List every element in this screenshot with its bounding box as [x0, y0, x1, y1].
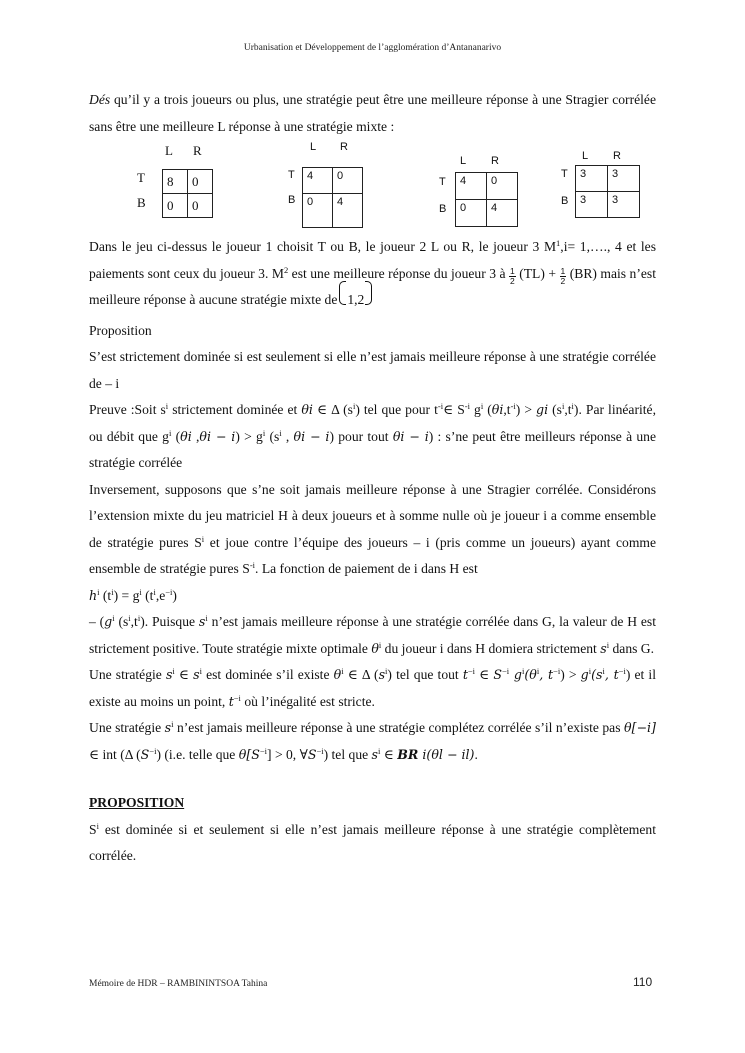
text-run: ) tel que [323, 746, 372, 762]
superscript: -i [437, 401, 444, 411]
superscript: i [205, 613, 208, 623]
text-run: ,i= 1,…., 4 et les paiements sont ceux du joueur 3. M [89, 239, 656, 281]
text-run: dans G. [609, 640, 655, 656]
superscript: i [606, 639, 610, 650]
text-run: ,e [155, 587, 166, 603]
cell: 3 [576, 166, 608, 192]
text-run: ,t [503, 402, 511, 417]
row-label-t: T [137, 170, 145, 185]
superscript: i [279, 427, 282, 438]
math-symbol: s [371, 746, 379, 762]
superscript: 2 [283, 264, 289, 275]
text-run: du joueur i dans H domiera strictement [381, 640, 601, 656]
text-run: S [89, 821, 97, 837]
text-run: ) [172, 587, 177, 603]
row-label-b: B [439, 203, 447, 215]
superscript: i [165, 401, 169, 411]
text-run: ∈ [475, 667, 494, 682]
cell: 3 [608, 192, 640, 218]
text-run: ). Puisque [140, 614, 199, 629]
math-symbol: θ [371, 640, 379, 656]
col-label-r: R [193, 143, 202, 158]
cell: 0 [303, 194, 333, 228]
superscript: i [588, 666, 592, 676]
text-run: Dans le jeu ci-dessus le joueur 1 choisit T ou B, le joueur 2 L ou R, le joueur 3 M [89, 239, 557, 254]
math-symbol: S [493, 667, 503, 682]
text-run: Une stratégie [89, 667, 166, 682]
math-symbol: θi − i [392, 428, 429, 444]
col-label-r: R [491, 155, 499, 167]
superscript: i [480, 401, 484, 411]
superscript: i [602, 666, 605, 676]
fraction-half [560, 267, 567, 286]
superscript: −i [553, 666, 561, 676]
col-label-r: R [613, 150, 621, 162]
text-run: Inversement, supposons que s’ne soit jamais meilleure réponse à une Stragier corrélée. Considérons l’extension mixte du jeu matriciel H à deux joueurs et à somme nulle où je joueur i a comme ensemble de stratégie pures S [89, 481, 656, 550]
spacer [89, 768, 656, 790]
text-run: Preuve :Soit s [89, 402, 166, 417]
cell: 0 [456, 200, 487, 227]
cell: 0 [333, 168, 363, 194]
superscript: i [378, 639, 382, 650]
proposition-title: PROPOSITION [89, 795, 185, 810]
text-run: ,t [564, 402, 572, 417]
math-symbol: i(θl − il) [418, 746, 475, 762]
math-symbol: g [580, 667, 589, 682]
text-run: ∈ [174, 667, 194, 682]
superscript: −i [149, 745, 157, 756]
text-run: ) tel que tout [387, 667, 463, 682]
text-run: (s [548, 402, 562, 417]
superscript: i [341, 666, 344, 676]
text-run: , [191, 428, 200, 444]
superscript: i [172, 666, 175, 676]
math-symbol: θ [333, 667, 342, 682]
col-label-l: L [460, 155, 467, 167]
col-label-r: R [340, 141, 348, 153]
math-symbol: s [164, 720, 172, 735]
superscript: −i [316, 745, 324, 756]
col-label-l: L [582, 150, 589, 162]
text-run: (BR) mais n’est meilleure réponse à aucune stratégie mixte de [89, 265, 656, 307]
superscript: i [201, 533, 205, 544]
math-symbol: , t [604, 667, 619, 682]
math-symbol: S [307, 746, 317, 762]
page-body [89, 87, 656, 870]
math-symbol: s [165, 667, 173, 682]
text-run: ∈ S [443, 402, 465, 417]
superscript: i [111, 586, 114, 597]
text-run: ) > [560, 667, 577, 682]
continuation-paragraph [89, 609, 656, 662]
payoff-formula [89, 583, 656, 610]
math-symbol: s [600, 640, 607, 656]
cell: 4 [333, 194, 363, 228]
math-symbol: BR [397, 746, 419, 762]
text-run: est une meilleure réponse du joueur 3 à [288, 265, 509, 281]
fraction-denominator: 2 [560, 275, 566, 286]
text-run: Une stratégie [89, 720, 165, 735]
superscript: i [128, 613, 131, 623]
cell: 0 [188, 194, 213, 218]
text-run: . La fonction de paiement de i dans H est [255, 561, 478, 576]
text-run: n’est jamais meilleure réponse à une stratégie corrélée dans G, la valeur de H est strictement positive. Toute stratégie mixte optimale [89, 614, 656, 656]
math-symbol: θ[−i] [623, 720, 656, 735]
math-symbol: (θ [524, 667, 537, 682]
cell: 0 [487, 173, 518, 200]
converse-paragraph [89, 477, 656, 583]
math-symbol: s [198, 614, 206, 629]
superscript: i [171, 719, 174, 729]
col-label-l: L [310, 141, 317, 153]
superscript: i [521, 666, 525, 676]
superscript: i [536, 666, 540, 676]
text-run: strictement dominée et [168, 402, 302, 417]
superscript: -i [464, 401, 470, 411]
text-run: ) = g [113, 587, 140, 603]
fraction-numerator: 1 [560, 265, 566, 276]
text-run: où l’inégalité est stricte. [240, 693, 375, 709]
text-run: (t [99, 587, 112, 603]
text-run: (t [141, 587, 154, 603]
text-run: ) : s’ne peut être meilleurs réponse à une stratégie corrélée [89, 428, 656, 470]
text-run: , [281, 428, 294, 444]
cell: 3 [608, 166, 640, 192]
math-symbol: gi [536, 402, 549, 417]
proof-paragraph [89, 397, 656, 477]
superscript: i [352, 401, 356, 411]
proposition-heading: Proposition [89, 322, 152, 338]
text-run: ( [171, 428, 181, 444]
superscript: −i [502, 666, 510, 676]
superscript: i [571, 401, 574, 411]
row-label-b: B [137, 195, 146, 210]
superscript: i [385, 666, 388, 676]
text-run: . [474, 746, 478, 762]
player-set: 1,2 [339, 287, 372, 314]
math-symbol: θi − i [199, 428, 236, 444]
superscript: i [168, 427, 172, 438]
superscript: i [139, 586, 142, 597]
math-symbol: θi − i [293, 428, 330, 444]
intro-text: qu’il y a trois joueurs ou plus, une stratégie peut être une meilleure réponse à une Stragier corrélée sans être une meilleure L réponse à une stratégie mixte : [89, 92, 656, 134]
cell: 3 [576, 192, 608, 218]
intro-lead: Dés [89, 92, 111, 107]
math-symbol: θ[S [238, 746, 260, 762]
row-label-t: T [288, 169, 295, 181]
text-run: ) > g [235, 428, 263, 444]
text-run: ) pour tout [329, 428, 393, 444]
dominated-definition [89, 662, 656, 715]
math-symbol: t [462, 667, 468, 682]
never-best-response-definition [89, 715, 656, 768]
fraction-denominator: 2 [510, 275, 515, 286]
text-run: est dominée si et seulement si elle n’est jamais meilleure réponse à une stratégie complètement corrélée. [89, 821, 656, 863]
superscript: i [561, 401, 565, 411]
text-run: ) tel que pour t [355, 402, 438, 417]
text-run: et joue contre l’équipe des joueurs – i (pris comme un joueurs) ayant comme ensemble de stratégie pures S [89, 534, 657, 576]
superscript: -i [249, 560, 256, 570]
math-symbol: S [140, 746, 150, 762]
math-symbol: g [509, 667, 522, 682]
superscript: i [262, 427, 266, 438]
text-run: ∈ Δ ( [343, 667, 379, 682]
proposition-statement: S’est strictement dominée si est seulement si elle n’est jamais meilleure réponse à une stratégie corrélée de – i [89, 349, 656, 391]
superscript: i [96, 820, 99, 831]
superscript: i [97, 586, 100, 597]
text-run: ) et il existe au moins un point, [89, 667, 656, 709]
intro-paragraph [89, 87, 656, 140]
math-symbol: g [104, 614, 113, 629]
text-run: (TL) + [515, 265, 560, 281]
running-header: Urbanisation et Développement de l’agglomération d’Antananarivo [243, 43, 502, 53]
superscript: −i [618, 666, 626, 676]
superscript: i [112, 613, 115, 623]
math-symbol: s [193, 667, 200, 682]
text-run: ) > [515, 402, 537, 417]
proposition-2-statement [89, 817, 656, 870]
superscript: −i [233, 692, 241, 703]
page-number: 110 [633, 975, 653, 989]
superscript: -i [510, 401, 516, 411]
matrices-spacer [89, 140, 656, 234]
fraction-numerator: 1 [510, 265, 515, 276]
superscript: i [199, 666, 202, 676]
text-run: g [469, 402, 481, 417]
text-run: ( [483, 402, 492, 417]
cell: 4 [487, 200, 518, 227]
text-run: est dominée s’il existe [201, 667, 334, 682]
footer-author: Mémoire de HDR – RAMBININTSOA Tahina [89, 979, 268, 989]
superscript: −i [165, 586, 173, 597]
row-label-b: B [288, 194, 296, 206]
row-label-t: T [439, 176, 446, 188]
cell: 0 [188, 170, 213, 194]
math-symbol: , t [539, 667, 554, 682]
text-run: (s [114, 614, 129, 629]
cell: 4 [456, 173, 487, 200]
text-run: n’est jamais meilleure réponse à une stratégie complétez corrélée s’il n’existe pas [173, 720, 624, 735]
text-run: ) (i.e. telle que [156, 746, 239, 762]
text-run: ] > 0, ∀ [267, 746, 308, 762]
math-symbol: (s [591, 667, 603, 682]
text-run: ∈ int (Δ ( [89, 746, 141, 762]
math-symbol: s [378, 667, 386, 682]
text-run: ,t [130, 614, 138, 629]
superscript: 1 [556, 238, 561, 248]
cell: 4 [303, 168, 333, 194]
superscript: i [153, 586, 156, 597]
superscript: −i [259, 745, 268, 756]
superscript: i [378, 745, 381, 756]
text-run: ∈ [380, 746, 398, 762]
text-run: (s [265, 428, 280, 444]
math-symbol: θi [301, 402, 313, 417]
text-run: ). Par linéarité, ou débit que g [89, 402, 656, 444]
row-label-b: B [561, 195, 569, 207]
math-symbol: θi [180, 428, 192, 444]
col-label-l: L [165, 143, 173, 158]
cell: 0 [163, 194, 188, 218]
math-symbol: θi [491, 402, 504, 417]
math-symbol: t [228, 693, 234, 709]
superscript: i [137, 613, 141, 623]
row-label-t: T [561, 168, 568, 180]
game-description [89, 234, 656, 314]
fraction-half [509, 267, 516, 286]
text-run: – ( [89, 614, 105, 629]
text-run: ∈ Δ (s [312, 402, 353, 417]
superscript: −i [467, 666, 476, 676]
cell: 8 [163, 170, 188, 194]
math-symbol: h [89, 587, 98, 603]
